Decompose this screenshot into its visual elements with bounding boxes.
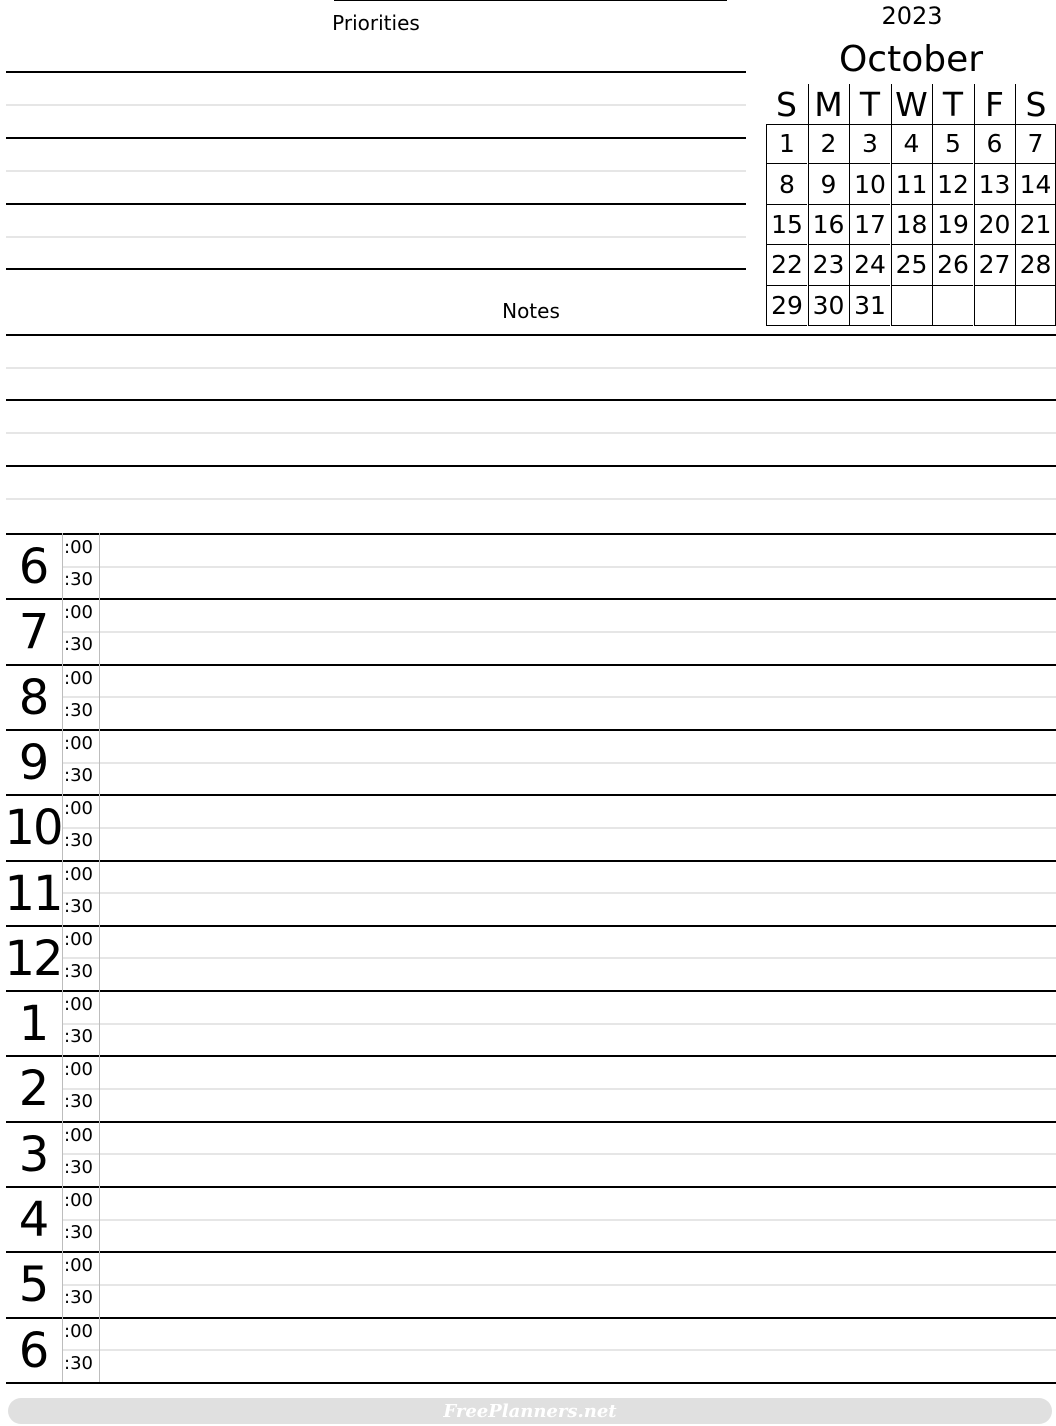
minute-label-00: :00 bbox=[64, 1059, 93, 1081]
time-slot-writing-area[interactable] bbox=[100, 729, 1056, 794]
calendar-day[interactable]: 2 bbox=[808, 124, 849, 164]
hour-label: 6 bbox=[18, 1322, 48, 1379]
minute-label-00: :00 bbox=[64, 667, 93, 689]
time-column-separator bbox=[62, 533, 63, 1382]
calendar-day[interactable]: 1 bbox=[766, 124, 807, 164]
hour-label: 12 bbox=[4, 930, 62, 987]
time-slot-writing-area[interactable] bbox=[100, 1317, 1056, 1382]
priorities-heading: Priorities bbox=[332, 11, 420, 35]
time-slot-writing-area[interactable] bbox=[100, 860, 1056, 925]
minute-label-00: :00 bbox=[64, 1190, 93, 1211]
minute-label-30: :30 bbox=[64, 960, 93, 982]
hour-label: 5 bbox=[18, 1257, 48, 1314]
minute-label-30: :30 bbox=[64, 1222, 93, 1243]
minute-label-00: :00 bbox=[64, 928, 93, 950]
calendar-day[interactable]: 6 bbox=[974, 124, 1015, 164]
minute-label-00: :00 bbox=[64, 863, 93, 885]
hour-label: 3 bbox=[18, 1126, 48, 1183]
minute-label-30: :30 bbox=[64, 1156, 93, 1178]
calendar-day[interactable]: 20 bbox=[974, 205, 1015, 245]
calendar-day[interactable]: 11 bbox=[891, 164, 932, 204]
hour-label: 2 bbox=[18, 1061, 48, 1118]
minute-label-00: :00 bbox=[64, 602, 93, 624]
time-slot-writing-area[interactable] bbox=[100, 1055, 1056, 1120]
calendar-day[interactable]: 18 bbox=[891, 205, 932, 245]
hour-label: 1 bbox=[18, 996, 48, 1053]
time-slot-writing-area[interactable] bbox=[100, 664, 1056, 729]
time-slot-writing-area[interactable] bbox=[100, 1121, 1056, 1186]
calendar-day[interactable]: 15 bbox=[766, 205, 807, 245]
calendar-empty-cell bbox=[891, 286, 932, 326]
time-slot-writing-area[interactable] bbox=[100, 794, 1056, 859]
hour-label: 7 bbox=[18, 604, 48, 661]
calendar-day[interactable]: 14 bbox=[1015, 164, 1056, 204]
calendar-day[interactable]: 27 bbox=[974, 245, 1015, 285]
calendar-day[interactable]: 30 bbox=[808, 286, 849, 326]
calendar-empty-cell bbox=[1015, 286, 1056, 326]
weekday-header: W bbox=[891, 84, 932, 124]
minute-label-30: :30 bbox=[64, 830, 93, 852]
calendar-day[interactable]: 7 bbox=[1015, 124, 1056, 164]
minute-label-00: :00 bbox=[64, 1255, 93, 1277]
minute-label-00: :00 bbox=[64, 732, 93, 754]
hour-label: 4 bbox=[18, 1192, 48, 1248]
hour-label: 10 bbox=[4, 800, 62, 857]
time-slot-writing-area[interactable] bbox=[100, 925, 1056, 990]
time-slot-writing-area[interactable] bbox=[100, 533, 1056, 598]
calendar-day[interactable]: 31 bbox=[849, 286, 890, 326]
minute-label-00: :00 bbox=[64, 994, 93, 1016]
calendar-day[interactable]: 28 bbox=[1015, 245, 1056, 285]
minute-label-00: :00 bbox=[64, 1320, 93, 1342]
time-slot-writing-area[interactable] bbox=[100, 1186, 1056, 1251]
minute-label-00: :00 bbox=[64, 537, 93, 558]
calendar-day[interactable]: 5 bbox=[932, 124, 973, 164]
notes-heading: Notes bbox=[502, 299, 560, 323]
time-column-separator bbox=[99, 533, 100, 1382]
minute-label-30: :30 bbox=[64, 764, 93, 786]
time-slot-writing-area[interactable] bbox=[100, 1251, 1056, 1316]
calendar-day[interactable]: 4 bbox=[891, 124, 932, 164]
minute-label-30: :30 bbox=[64, 699, 93, 721]
calendar-day[interactable]: 22 bbox=[766, 245, 807, 285]
minute-label-30: :30 bbox=[64, 895, 93, 917]
hour-label: 11 bbox=[4, 865, 62, 922]
weekday-header: T bbox=[849, 84, 890, 124]
time-slot-writing-area[interactable] bbox=[100, 598, 1056, 663]
calendar-day[interactable]: 9 bbox=[808, 164, 849, 204]
weekday-header: S bbox=[1015, 84, 1056, 124]
calendar-day[interactable]: 13 bbox=[974, 164, 1015, 204]
weekday-header: S bbox=[776, 84, 797, 124]
hour-label: 8 bbox=[18, 669, 48, 726]
minute-label-30: :30 bbox=[64, 569, 93, 590]
calendar-day[interactable]: 29 bbox=[766, 286, 807, 326]
hour-label: 9 bbox=[18, 734, 48, 791]
minute-label-30: :30 bbox=[64, 1287, 93, 1309]
time-slot-writing-area[interactable] bbox=[100, 990, 1056, 1055]
minute-label-00: :00 bbox=[64, 1124, 93, 1146]
calendar-empty-cell bbox=[974, 286, 1015, 326]
calendar-day[interactable]: 25 bbox=[891, 245, 932, 285]
footer-brand: FreePlanners.net bbox=[443, 1401, 617, 1422]
minute-label-30: :30 bbox=[64, 1026, 93, 1048]
footer-bar bbox=[8, 1398, 1052, 1424]
weekday-header: T bbox=[932, 84, 973, 124]
minute-label-30: :30 bbox=[64, 634, 93, 656]
calendar-day[interactable]: 16 bbox=[808, 205, 849, 245]
calendar-day[interactable]: 21 bbox=[1015, 205, 1056, 245]
calendar-day[interactable]: 10 bbox=[849, 164, 890, 204]
minute-label-30: :30 bbox=[64, 1352, 93, 1374]
calendar-day[interactable]: 17 bbox=[849, 205, 890, 245]
month-label: October bbox=[838, 39, 984, 80]
hour-label: 6 bbox=[18, 539, 48, 595]
calendar-day[interactable]: 8 bbox=[766, 164, 807, 204]
year-label: 2023 bbox=[881, 2, 943, 30]
calendar-day[interactable]: 24 bbox=[849, 245, 890, 285]
calendar-day[interactable]: 19 bbox=[932, 205, 973, 245]
calendar-day[interactable]: 26 bbox=[932, 245, 973, 285]
weekday-header: F bbox=[974, 84, 1015, 124]
minute-label-00: :00 bbox=[64, 798, 93, 820]
weekday-header: M bbox=[808, 84, 849, 124]
calendar-day[interactable]: 23 bbox=[808, 245, 849, 285]
minute-label-30: :30 bbox=[64, 1091, 93, 1113]
calendar-day[interactable]: 3 bbox=[849, 124, 890, 164]
calendar-empty-cell bbox=[932, 286, 973, 326]
calendar-day[interactable]: 12 bbox=[932, 164, 973, 204]
schedule-bottom-rule bbox=[6, 1382, 1056, 1384]
